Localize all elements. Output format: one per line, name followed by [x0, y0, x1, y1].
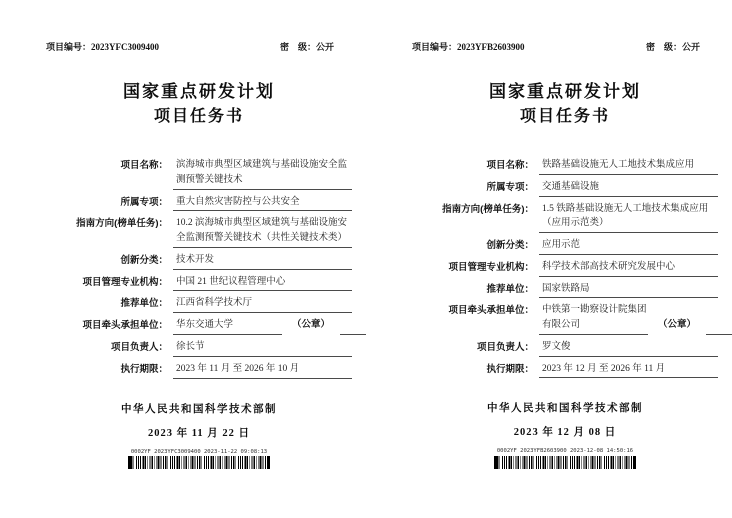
title-line-1: 国家重点研发计划: [123, 82, 275, 101]
lead-unit-value-group: [173, 316, 384, 335]
official-seal-placeholder: （公章）: [292, 319, 331, 331]
field-label: 推荐单位：: [120, 298, 168, 310]
barcode: [128, 456, 270, 469]
project-number-label: 项目编号：: [412, 42, 458, 52]
field-label: 所属专项：: [120, 196, 168, 208]
field-label: 创新分类：: [486, 240, 534, 252]
title-line-2: 项目任务书: [519, 107, 610, 125]
project-number-label: 项目编号：: [46, 42, 92, 52]
field-label: 项目名称：: [486, 160, 534, 172]
project-number: [46, 40, 159, 53]
field-value: 华东交通大学: [173, 316, 282, 335]
field-value: 技术开发: [173, 251, 352, 270]
field-row-execution-period: [46, 360, 352, 379]
field-value: 徐长节: [173, 338, 352, 357]
field-row-innovation-type: [46, 251, 352, 270]
page-header: [412, 40, 718, 53]
title-line-1: 国家重点研发计划: [489, 82, 641, 101]
field-label: 项目负责人：: [476, 341, 534, 353]
field-row-guide-direction: [412, 200, 718, 233]
field-label: 项目管理专业机构：: [448, 261, 534, 273]
field-value: 1.5 铁路基础设施无人工地技术集成应用（应用示范类）: [539, 200, 718, 233]
field-value: 江西省科学技术厅: [173, 294, 352, 313]
field-row-execution-period: [412, 360, 718, 379]
field-label: 指南方向(榜单任务)：: [442, 203, 534, 215]
field-row-lead-unit: [46, 316, 352, 335]
issue-date: 2023 年 12 月 08 日: [513, 427, 617, 439]
barcode-label: 0002YF 2023YFC3009400 2023-11-22 09:08:13: [130, 447, 268, 455]
field-row-management-agency: [412, 258, 718, 277]
field-row-project-leader: [46, 338, 352, 357]
field-value: 重大自然灾害防控与公共安全: [173, 193, 352, 212]
project-number-value: 2023YFC3009400: [91, 42, 160, 52]
field-value: 交通基础设施: [539, 178, 718, 197]
barcode-block: [412, 448, 718, 469]
field-row-guide-direction: [46, 214, 352, 247]
field-row-lead-unit: [412, 301, 718, 334]
issue-date: 2023 年 11 月 22 日: [147, 427, 251, 439]
page-footer: [412, 400, 718, 469]
field-row-project-name: [412, 156, 718, 175]
issuer-line: 中华人民共和国科学技术部制: [487, 403, 643, 415]
form-fields: [412, 156, 718, 378]
field-value: 国家铁路局: [539, 280, 718, 299]
field-value: 铁路基础设施无人工地技术集成应用: [539, 156, 718, 175]
lead-unit-value-group: [539, 301, 732, 334]
field-label: 创新分类：: [120, 254, 168, 266]
secrecy-level: 密 级：公开: [645, 42, 700, 52]
field-row-recommending-unit: [412, 280, 718, 299]
field-label: 项目负责人：: [110, 342, 168, 354]
official-seal-placeholder: （公章）: [658, 318, 697, 330]
field-label: 所属专项：: [486, 182, 534, 194]
field-row-recommending-unit: [46, 294, 352, 313]
field-value: 中国 21 世纪议程管理中心: [173, 273, 352, 292]
barcode-block: [46, 449, 352, 470]
title-line-2: 项目任务书: [153, 107, 244, 125]
barcode: [494, 456, 636, 469]
document-page-2: [366, 0, 732, 518]
field-value: 罗文俊: [539, 338, 718, 357]
barcode-label: 0002YF 2023YFB2603900 2023-12-08 14:50:16: [496, 447, 634, 455]
field-value: 科学技术部高技术研究发展中心: [539, 258, 718, 277]
field-value: 10.2 滨海城市典型区域建筑与基础设施安全监测预警关键技术（共性关键技术类）: [173, 214, 352, 247]
field-label: 推荐单位：: [486, 283, 534, 295]
field-value: 2023 年 11 月 至 2026 年 10 月: [173, 360, 352, 379]
seal-signature-line: [706, 320, 732, 335]
field-label: 项目牵头承担单位：: [448, 305, 534, 317]
field-label: 项目管理专业机构：: [82, 276, 168, 288]
issuer-line: 中华人民共和国科学技术部制: [121, 403, 277, 415]
field-label: 项目牵头承担单位：: [82, 320, 168, 332]
field-label: 执行期限：: [120, 363, 168, 375]
field-value: 滨海城市典型区域建筑与基础设施安全监测预警关键技术: [173, 156, 352, 189]
field-label: 执行期限：: [486, 363, 534, 375]
field-label: 指南方向(榜单任务)：: [76, 218, 168, 230]
field-label: 项目名称：: [120, 160, 168, 172]
field-value: 应用示范: [539, 236, 718, 255]
project-number-value: 2023YFB2603900: [457, 42, 525, 52]
document-title: [46, 81, 352, 128]
field-row-project-leader: [412, 338, 718, 357]
field-row-special-program: [46, 193, 352, 212]
document-title: [412, 81, 718, 128]
page-footer: [46, 401, 352, 470]
form-fields: [46, 156, 352, 378]
field-row-project-name: [46, 156, 352, 189]
field-row-special-program: [412, 178, 718, 197]
field-value: 中铁第一勘察设计院集团有限公司: [539, 301, 648, 334]
page-header: [46, 40, 352, 53]
field-row-innovation-type: [412, 236, 718, 255]
project-number: [412, 40, 525, 53]
field-row-management-agency: [46, 273, 352, 292]
field-value: 2023 年 12 月 至 2026 年 11 月: [539, 360, 718, 379]
secrecy-level: 密 级：公开: [279, 42, 334, 52]
